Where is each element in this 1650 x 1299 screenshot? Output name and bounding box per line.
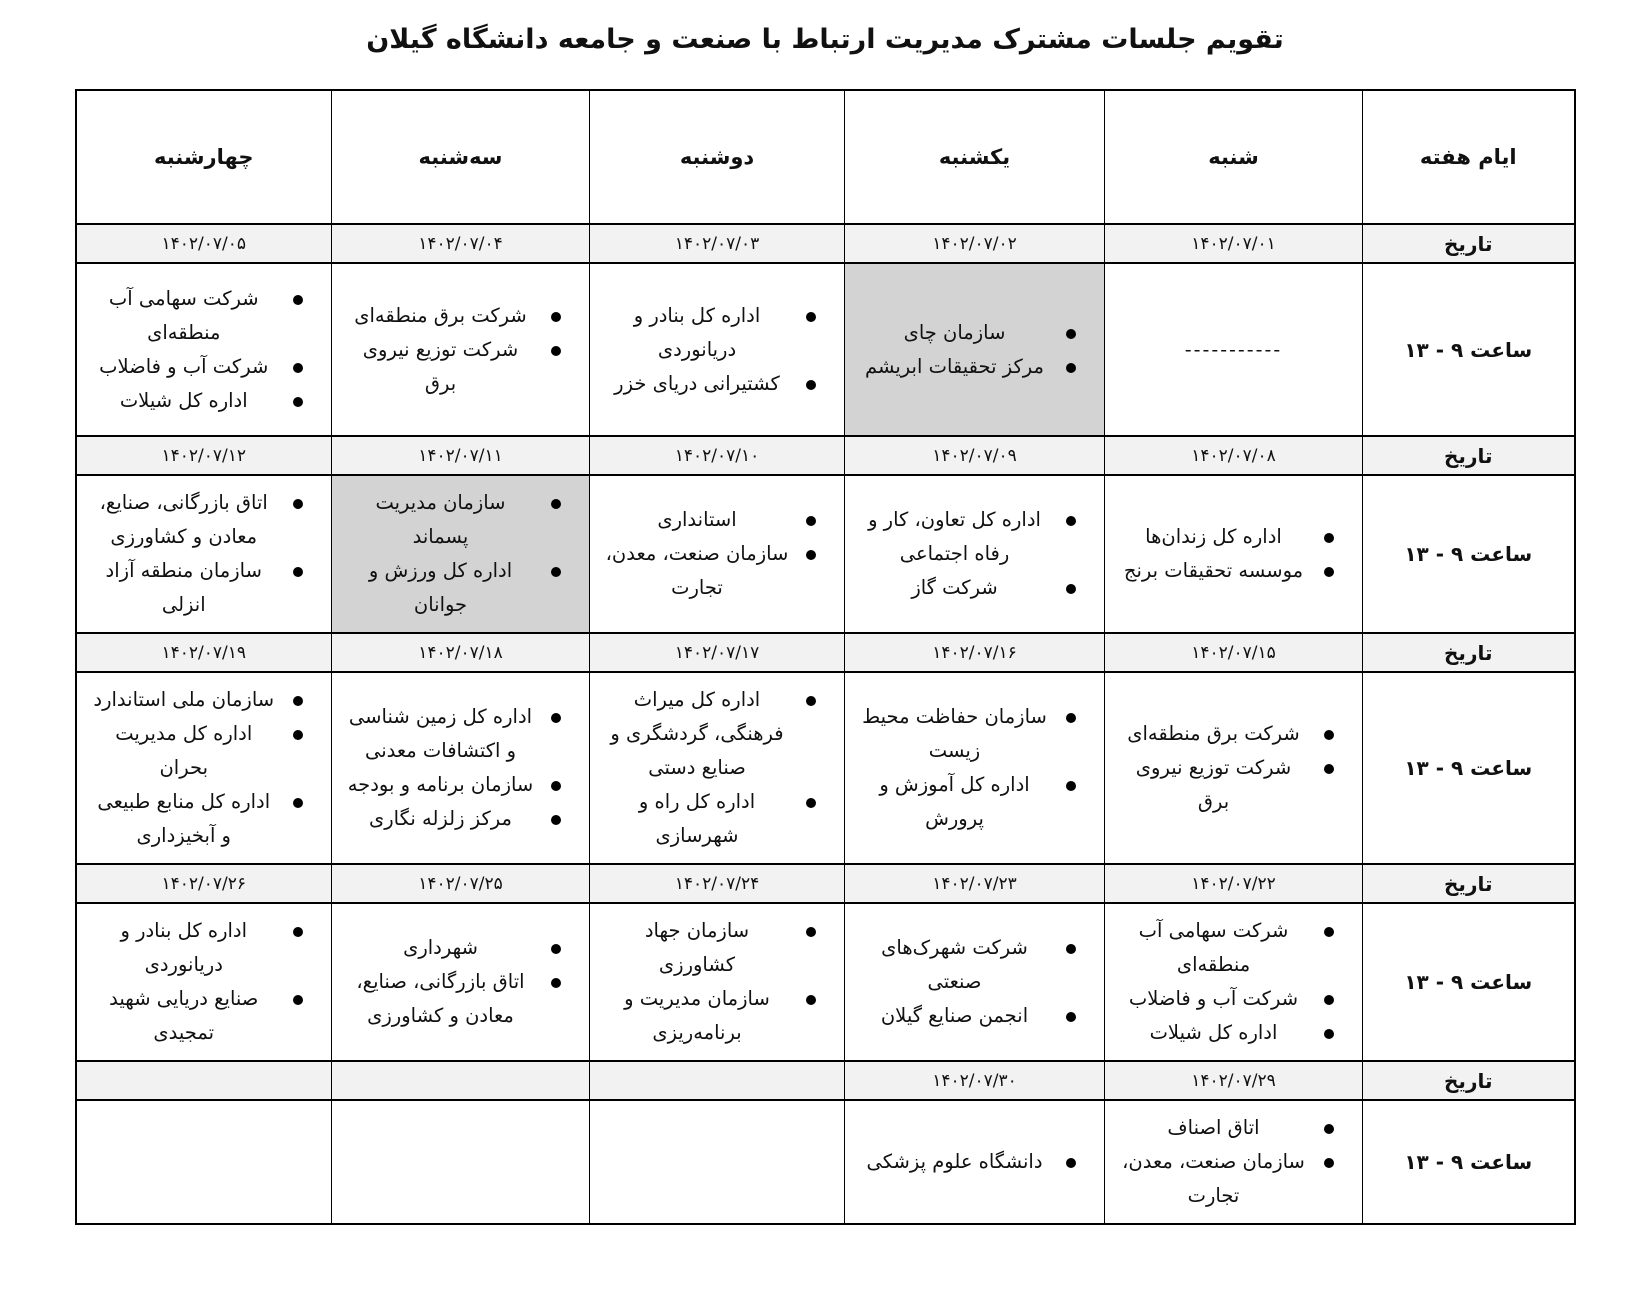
org-name: شرکت توزیع نیروی برق <box>362 337 519 395</box>
session-row <box>76 672 1575 864</box>
org-list <box>1115 520 1352 588</box>
org-item <box>604 683 816 785</box>
date-cell: ۱۴۰۲/۰۷/۰۲ <box>845 224 1105 263</box>
org-name: اداره کل زمین شناسی و اکتشافات معدنی <box>348 705 533 762</box>
bullet-icon <box>1324 1158 1334 1168</box>
org-item <box>859 316 1076 350</box>
date-cell: ۱۴۰۲/۰۷/۲۹ <box>1105 1061 1363 1100</box>
org-name: صنایع دریایی شهید تمجیدی <box>109 987 259 1044</box>
bullet-icon <box>1324 764 1334 774</box>
session-cell <box>845 672 1105 864</box>
date-cell: ۱۴۰۲/۰۷/۰۳ <box>590 224 845 263</box>
bullet-icon <box>551 781 561 791</box>
org-item <box>604 503 816 537</box>
org-name: شهرداری <box>403 936 478 959</box>
date-cell: ۱۴۰۲/۰۷/۲۲ <box>1105 864 1363 903</box>
date-cell: ۱۴۰۲/۰۷/۱۰ <box>590 436 845 475</box>
org-list <box>855 700 1094 836</box>
org-name: سازمان چای <box>903 320 1006 344</box>
org-name: سازمان منطقه آزاد انزلی <box>105 559 262 616</box>
bullet-icon <box>551 312 561 322</box>
date-cell: ۱۴۰۲/۰۷/۱۷ <box>590 633 845 672</box>
schedule-table <box>75 89 1576 1225</box>
org-item <box>859 768 1076 836</box>
org-name: سازمان مدیریت پسماند <box>375 491 506 548</box>
bullet-icon <box>293 567 303 577</box>
session-cell <box>76 1100 332 1224</box>
org-item <box>91 914 304 982</box>
org-name: شرکت سهامی آب منطقه‌ای <box>1138 919 1289 976</box>
bullet-icon <box>293 730 303 740</box>
org-item <box>346 299 561 333</box>
org-name: مرکز زلزله نگاری <box>369 807 512 830</box>
org-item <box>91 982 304 1050</box>
date-cell: ۱۴۰۲/۰۷/۱۶ <box>845 633 1105 672</box>
org-item <box>859 503 1076 571</box>
org-item <box>859 571 1076 605</box>
org-item <box>604 982 816 1050</box>
org-name: اداره کل تعاون، کار و رفاه اجتماعی <box>868 508 1041 565</box>
bullet-icon <box>551 346 561 356</box>
bullet-icon <box>293 397 303 407</box>
org-name: اداره کل بنادر و دریانوردی <box>120 919 248 976</box>
session-row <box>76 263 1575 436</box>
date-cell: ۱۴۰۲/۰۷/۲۵ <box>332 864 590 903</box>
session-cell <box>1105 1100 1363 1224</box>
org-item <box>859 700 1076 768</box>
session-cell <box>1105 903 1363 1061</box>
bullet-icon <box>1324 927 1334 937</box>
session-cell <box>332 903 590 1061</box>
bullet-icon <box>551 499 561 509</box>
bullet-icon <box>806 798 816 808</box>
bullet-icon <box>293 696 303 706</box>
org-name: مرکز تحقیقات ابریشم <box>865 354 1044 378</box>
date-cell: ۱۴۰۲/۰۷/۰۹ <box>845 436 1105 475</box>
org-name: اداره کل شیلات <box>119 388 248 412</box>
org-item <box>1119 1016 1334 1050</box>
org-name: اداره کل شیلات <box>1149 1021 1278 1044</box>
bullet-icon <box>293 927 303 937</box>
org-item <box>346 486 561 554</box>
org-name: اداره کل راه و شهرسازی <box>638 790 756 847</box>
bullet-icon <box>1324 995 1334 1005</box>
row-label-time: ساعت ۹ - ۱۳ <box>1363 1100 1575 1224</box>
org-list <box>855 316 1094 384</box>
org-item <box>91 683 304 717</box>
schedule-table-body <box>76 90 1575 1224</box>
date-cell: ۱۴۰۲/۰۷/۲۴ <box>590 864 845 903</box>
org-list <box>342 299 579 401</box>
date-row <box>76 436 1575 475</box>
session-cell <box>590 263 845 436</box>
session-row <box>76 903 1575 1061</box>
org-list <box>855 931 1094 1033</box>
org-name: انجمن صنایع گیلان <box>880 1004 1029 1027</box>
date-cell: ۱۴۰۲/۰۷/۰۸ <box>1105 436 1363 475</box>
org-item <box>91 350 304 384</box>
session-cell <box>1105 263 1363 436</box>
org-list <box>87 683 322 853</box>
bullet-icon <box>1324 1029 1334 1039</box>
org-name: کشتیرانی دریای خزر <box>614 371 780 395</box>
day-header-cell-4: چهارشنبه <box>76 90 332 224</box>
session-cell <box>76 672 332 864</box>
org-list <box>1115 1111 1352 1213</box>
org-item <box>91 717 304 785</box>
session-cell-highlighted <box>845 263 1105 436</box>
date-cell: ۱۴۰۲/۰۷/۰۱ <box>1105 224 1363 263</box>
org-item <box>859 999 1076 1033</box>
session-cell-highlighted <box>332 475 590 633</box>
date-cell: ۱۴۰۲/۰۷/۲۶ <box>76 864 332 903</box>
bullet-icon <box>806 312 816 322</box>
org-item <box>859 931 1076 999</box>
org-name: شرکت برق منطقه‌ای <box>354 303 527 327</box>
bullet-icon <box>806 516 816 526</box>
bullet-icon <box>551 815 561 825</box>
bullet-icon <box>1066 329 1076 339</box>
date-row <box>76 633 1575 672</box>
org-name: شرکت سهامی آب منطقه‌ای <box>108 286 259 344</box>
org-list <box>600 299 834 401</box>
bullet-icon <box>293 499 303 509</box>
org-item <box>91 554 304 622</box>
org-item <box>1119 520 1334 554</box>
session-row <box>76 1100 1575 1224</box>
org-name: اداره کل منابع طبیعی و آبخیزداری <box>97 790 271 847</box>
date-cell: ۱۴۰۲/۰۷/۳۰ <box>845 1061 1105 1100</box>
org-item <box>346 965 561 1033</box>
org-name: شرکت شهرک‌های صنعتی <box>881 936 1028 993</box>
org-item <box>346 700 561 768</box>
session-cell <box>332 263 590 436</box>
bullet-icon <box>551 944 561 954</box>
org-item <box>346 333 561 401</box>
date-cell: ۱۴۰۲/۰۷/۰۴ <box>332 224 590 263</box>
org-name: سازمان برنامه و بودجه <box>347 773 534 796</box>
org-item <box>1119 717 1334 751</box>
session-cell <box>590 903 845 1061</box>
org-item <box>91 486 304 554</box>
org-list <box>87 486 322 622</box>
org-name: سازمان صنعت، معدن، تجارت <box>605 542 789 599</box>
org-item <box>1119 982 1334 1016</box>
org-item <box>604 367 816 401</box>
session-cell <box>332 672 590 864</box>
bullet-icon <box>1324 1124 1334 1134</box>
day-header-row <box>76 90 1575 224</box>
day-header-cell-1: یکشنبه <box>845 90 1105 224</box>
org-name: سازمان مدیریت و برنامه‌ریزی <box>624 987 770 1044</box>
bullet-icon <box>1066 1012 1076 1022</box>
session-row <box>76 475 1575 633</box>
bullet-icon <box>551 978 561 988</box>
bullet-icon <box>293 295 303 305</box>
date-cell: ۱۴۰۲/۰۷/۱۲ <box>76 436 332 475</box>
bullet-icon <box>806 550 816 560</box>
date-cell: ۱۴۰۲/۰۷/۰۵ <box>76 224 332 263</box>
session-cell <box>1105 672 1363 864</box>
row-label-date: تاریخ <box>1363 864 1575 903</box>
org-name: شرکت آب و فاضلاب <box>1128 987 1299 1010</box>
bullet-icon <box>806 995 816 1005</box>
session-cell <box>76 903 332 1061</box>
org-name: اتاق بازرگانی، صنایع، معادن و کشاورزی <box>99 491 268 548</box>
org-item <box>1119 1111 1334 1145</box>
org-name: سازمان ملی استاندارد <box>93 688 275 711</box>
session-cell <box>845 1100 1105 1224</box>
bullet-icon <box>806 927 816 937</box>
bullet-icon <box>1066 781 1076 791</box>
session-cell <box>590 475 845 633</box>
org-item <box>1119 554 1334 588</box>
org-item <box>859 1145 1076 1179</box>
row-label-date: تاریخ <box>1363 1061 1575 1100</box>
row-label-time: ساعت ۹ - ۱۳ <box>1363 903 1575 1061</box>
org-list <box>855 503 1094 605</box>
session-cell <box>590 1100 845 1224</box>
org-item <box>604 785 816 853</box>
session-cell <box>1105 475 1363 633</box>
org-item <box>346 554 561 622</box>
org-name: اداره کل آموزش و پرورش <box>879 773 1030 830</box>
org-name: سازمان حفاظت محیط زیست <box>862 705 1047 762</box>
org-list <box>1115 717 1352 819</box>
org-item <box>91 785 304 853</box>
bullet-icon <box>1066 516 1076 526</box>
session-cell <box>76 263 332 436</box>
bullet-icon <box>551 567 561 577</box>
date-cell: ۱۴۰۲/۰۷/۱۹ <box>76 633 332 672</box>
org-item <box>859 350 1076 384</box>
bullet-icon <box>1066 944 1076 954</box>
row-label-time: ساعت ۹ - ۱۳ <box>1363 475 1575 633</box>
row-label-time: ساعت ۹ - ۱۳ <box>1363 263 1575 436</box>
date-cell <box>590 1061 845 1100</box>
session-cell <box>845 903 1105 1061</box>
org-list <box>600 503 834 605</box>
org-list <box>342 700 579 836</box>
bullet-icon <box>1066 1158 1076 1168</box>
date-cell: ۱۴۰۲/۰۷/۱۱ <box>332 436 590 475</box>
org-name: اتاق بازرگانی، صنایع، معادن و کشاورزی <box>356 970 525 1027</box>
date-cell <box>76 1061 332 1100</box>
bullet-icon <box>1066 363 1076 373</box>
bullet-icon <box>293 363 303 373</box>
session-cell <box>76 475 332 633</box>
row-label-date: تاریخ <box>1363 436 1575 475</box>
row-label-days: ایام هفته <box>1363 90 1575 224</box>
page-title: تقویم جلسات مشترک مدیریت ارتباط با صنعت و جامعه دانشگاه گیلان <box>366 24 1284 55</box>
org-name: اداره کل میراث فرهنگی، گردشگری و صنایع دستی <box>610 688 784 779</box>
org-list <box>342 486 579 622</box>
org-name: دانشگاه علوم پزشکی <box>866 1150 1043 1173</box>
org-item <box>604 914 816 982</box>
bullet-icon <box>551 713 561 723</box>
org-name: اداره کل بنادر و دریانوردی <box>633 303 761 361</box>
org-name: شرکت گاز <box>911 576 998 599</box>
row-label-date: تاریخ <box>1363 224 1575 263</box>
org-item <box>604 537 816 605</box>
bullet-icon <box>1324 533 1334 543</box>
row-label-date: تاریخ <box>1363 633 1575 672</box>
org-name: موسسه تحقیقات برنج <box>1123 559 1304 582</box>
org-list <box>342 931 579 1033</box>
org-name: سازمان صنعت، معدن، تجارت <box>1122 1150 1305 1207</box>
org-item <box>604 299 816 367</box>
date-cell <box>332 1061 590 1100</box>
org-name: سازمان جهاد کشاورزی <box>644 919 750 976</box>
bullet-icon <box>806 696 816 706</box>
date-cell: ۱۴۰۲/۰۷/۱۵ <box>1105 633 1363 672</box>
org-name: شرکت برق منطقه‌ای <box>1127 722 1300 745</box>
bullet-icon <box>1324 567 1334 577</box>
org-list <box>1115 914 1352 1050</box>
session-cell <box>590 672 845 864</box>
org-list <box>855 1145 1094 1179</box>
org-item <box>91 384 304 418</box>
bullet-icon <box>1324 730 1334 740</box>
org-list <box>87 914 322 1050</box>
org-name: اداره کل ورزش و جوانان <box>368 559 513 616</box>
day-header-cell-3: سه‌شنبه <box>332 90 590 224</box>
row-label-time: ساعت ۹ - ۱۳ <box>1363 672 1575 864</box>
bullet-icon <box>806 380 816 390</box>
session-cell <box>845 475 1105 633</box>
org-name: شرکت آب و فاضلاب <box>99 354 269 378</box>
date-row <box>76 224 1575 263</box>
day-header-cell-2: دوشنبه <box>590 90 845 224</box>
bullet-icon <box>293 798 303 808</box>
org-item <box>1119 751 1334 819</box>
org-name: شرکت توزیع نیروی برق <box>1135 756 1292 813</box>
org-item <box>91 282 304 350</box>
org-list <box>87 282 322 418</box>
org-item <box>346 931 561 965</box>
org-name: اداره کل مدیریت بحران <box>115 722 253 779</box>
date-cell: ۱۴۰۲/۰۷/۱۸ <box>332 633 590 672</box>
date-row <box>76 1061 1575 1100</box>
org-list <box>600 683 834 853</box>
org-name: استانداری <box>657 508 737 531</box>
org-item <box>1119 914 1334 982</box>
day-header-cell-0: شنبه <box>1105 90 1363 224</box>
org-item <box>346 802 561 836</box>
org-name: اتاق اصناف <box>1167 1116 1260 1139</box>
session-cell <box>332 1100 590 1224</box>
bullet-icon <box>293 995 303 1005</box>
bullet-icon <box>1066 713 1076 723</box>
org-item <box>1119 1145 1334 1213</box>
date-row <box>76 864 1575 903</box>
bullet-icon <box>1066 584 1076 594</box>
date-cell: ۱۴۰۲/۰۷/۲۳ <box>845 864 1105 903</box>
org-item <box>346 768 561 802</box>
dash-placeholder: ----------- <box>1184 338 1283 361</box>
org-name: اداره کل زندان‌ها <box>1145 525 1282 548</box>
org-list <box>600 914 834 1050</box>
